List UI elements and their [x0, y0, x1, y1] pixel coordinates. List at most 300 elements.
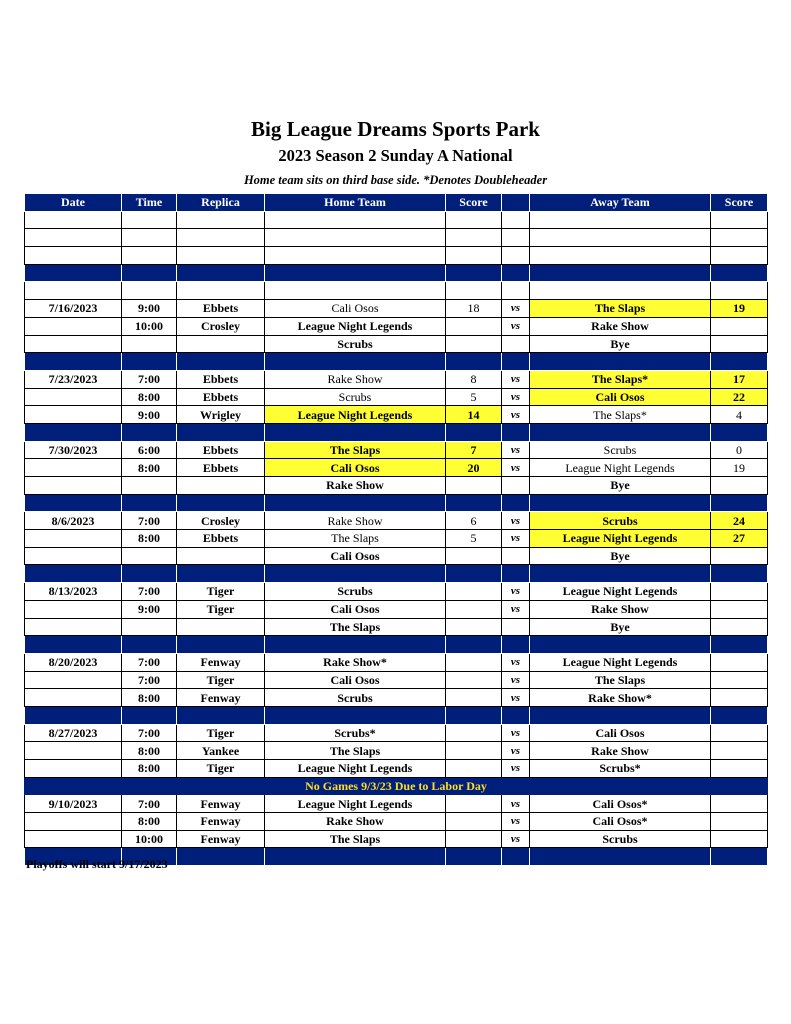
away-team-cell: Scrubs* [530, 760, 711, 778]
game-row [25, 724, 768, 742]
away-team-cell: Cali Osos* [530, 813, 711, 831]
separator-row [25, 636, 768, 654]
home-team-cell: Scrubs [265, 388, 446, 406]
game-row [25, 760, 768, 778]
empty-cell [177, 282, 265, 300]
game-row [25, 795, 768, 813]
replica-cell: Ebbets [177, 459, 265, 477]
home-team-cell: Cali Osos [265, 300, 446, 318]
home-score-cell [446, 689, 502, 707]
home-score-cell [446, 653, 502, 671]
time-cell: 7:00 [122, 370, 177, 388]
home-score-cell: 20 [446, 459, 502, 477]
date-cell [25, 530, 122, 548]
separator-cell [177, 636, 265, 654]
home-score-cell [446, 760, 502, 778]
replica-cell: Tiger [177, 600, 265, 618]
replica-cell: Tiger [177, 724, 265, 742]
separator-cell [122, 494, 177, 512]
empty-cell [265, 229, 446, 247]
away-team-cell: League Night Legends [530, 530, 711, 548]
away-team-cell: Cali Osos* [530, 795, 711, 813]
vs-cell: vs [502, 370, 530, 388]
date-cell: 7/30/2023 [25, 441, 122, 459]
away-score-cell: 19 [711, 300, 768, 318]
col-time: Time [122, 194, 177, 212]
away-team-cell: Cali Osos [530, 388, 711, 406]
away-score-cell [711, 477, 768, 495]
separator-cell [446, 423, 502, 441]
labor-day-banner-row [25, 777, 768, 795]
time-cell: 10:00 [122, 830, 177, 848]
away-score-cell: 22 [711, 388, 768, 406]
game-row [25, 830, 768, 848]
date-cell: 8/20/2023 [25, 653, 122, 671]
game-row [25, 477, 768, 495]
separator-cell [265, 706, 446, 724]
separator-cell [25, 264, 122, 282]
time-cell [122, 618, 177, 636]
date-cell [25, 459, 122, 477]
replica-cell: Tiger [177, 583, 265, 601]
separator-cell [446, 636, 502, 654]
empty-cell [122, 211, 177, 229]
away-score-cell [711, 813, 768, 831]
separator-cell [265, 423, 446, 441]
away-team-cell: Bye [530, 547, 711, 565]
vs-cell: vs [502, 671, 530, 689]
separator-cell [25, 636, 122, 654]
home-team-cell: Scrubs [265, 583, 446, 601]
away-team-cell: Bye [530, 618, 711, 636]
home-team-cell: Scrubs [265, 335, 446, 353]
date-cell: 8/13/2023 [25, 583, 122, 601]
separator-cell [122, 353, 177, 371]
away-score-cell [711, 830, 768, 848]
separator-cell [711, 706, 768, 724]
time-cell [122, 335, 177, 353]
time-cell: 7:00 [122, 724, 177, 742]
labor-day-banner: No Games 9/3/23 Due to Labor Day [25, 777, 768, 795]
empty-cell [177, 247, 265, 265]
time-cell: 9:00 [122, 300, 177, 318]
empty-cell [530, 247, 711, 265]
separator-cell [265, 636, 446, 654]
game-row [25, 441, 768, 459]
away-score-cell [711, 618, 768, 636]
date-cell: 8/6/2023 [25, 512, 122, 530]
empty-cell [25, 229, 122, 247]
away-team-cell: Cali Osos [530, 724, 711, 742]
date-cell [25, 742, 122, 760]
vs-cell: vs [502, 653, 530, 671]
game-row [25, 671, 768, 689]
vs-cell: vs [502, 600, 530, 618]
vs-cell: vs [502, 512, 530, 530]
separator-row [25, 706, 768, 724]
separator-cell [177, 353, 265, 371]
replica-cell: Fenway [177, 689, 265, 707]
vs-cell: vs [502, 689, 530, 707]
home-team-cell: Rake Show [265, 512, 446, 530]
home-team-cell: Cali Osos [265, 671, 446, 689]
vs-cell: vs [502, 406, 530, 424]
home-team-cell: League Night Legends [265, 317, 446, 335]
game-row [25, 742, 768, 760]
time-cell: 8:00 [122, 388, 177, 406]
separator-cell [530, 423, 711, 441]
blank-row [25, 229, 768, 247]
col-vs [502, 194, 530, 212]
separator-cell [711, 565, 768, 583]
empty-cell [711, 247, 768, 265]
separator-cell [530, 565, 711, 583]
page-subtitle: 2023 Season 2 Sunday A National [278, 146, 513, 165]
separator-cell [177, 494, 265, 512]
separator-cell [502, 353, 530, 371]
empty-cell [265, 247, 446, 265]
separator-cell [530, 636, 711, 654]
away-team-cell: Scrubs [530, 830, 711, 848]
separator-cell [446, 494, 502, 512]
empty-cell [177, 211, 265, 229]
time-cell: 8:00 [122, 459, 177, 477]
vs-cell: vs [502, 530, 530, 548]
game-row [25, 583, 768, 601]
time-cell: 8:00 [122, 689, 177, 707]
home-team-cell: Rake Show [265, 477, 446, 495]
separator-cell [122, 264, 177, 282]
game-row [25, 689, 768, 707]
separator-cell [530, 494, 711, 512]
away-team-cell: The Slaps [530, 300, 711, 318]
replica-cell: Crosley [177, 512, 265, 530]
empty-cell [446, 247, 502, 265]
away-team-cell: Rake Show [530, 600, 711, 618]
game-row [25, 459, 768, 477]
replica-cell: Yankee [177, 742, 265, 760]
date-cell [25, 388, 122, 406]
home-score-cell: 7 [446, 441, 502, 459]
date-cell: 8/27/2023 [25, 724, 122, 742]
time-cell: 9:00 [122, 406, 177, 424]
game-row [25, 530, 768, 548]
separator-cell [446, 706, 502, 724]
doubleheader-note: Home team sits on third base side. *Denotes Doubleheader [243, 173, 548, 187]
away-team-cell: Rake Show [530, 742, 711, 760]
empty-cell [530, 211, 711, 229]
vs-cell: vs [502, 813, 530, 831]
game-row [25, 335, 768, 353]
separator-cell [530, 353, 711, 371]
blank-row [25, 247, 768, 265]
separator-cell [122, 706, 177, 724]
empty-cell [502, 211, 530, 229]
date-cell: 7/16/2023 [25, 300, 122, 318]
separator-cell [25, 423, 122, 441]
empty-cell [502, 247, 530, 265]
replica-cell: Ebbets [177, 388, 265, 406]
home-score-cell: 5 [446, 530, 502, 548]
separator-cell [502, 706, 530, 724]
empty-cell [446, 211, 502, 229]
separator-cell [122, 636, 177, 654]
replica-cell: Crosley [177, 317, 265, 335]
away-team-cell: League Night Legends [530, 459, 711, 477]
home-score-cell [446, 724, 502, 742]
empty-cell [122, 282, 177, 300]
page-title: Big League Dreams Sports Park [251, 117, 540, 141]
vs-cell: vs [502, 724, 530, 742]
date-cell: 9/10/2023 [25, 795, 122, 813]
empty-cell [711, 211, 768, 229]
time-cell: 8:00 [122, 813, 177, 831]
separator-cell [122, 423, 177, 441]
home-team-cell: The Slaps [265, 742, 446, 760]
time-cell: 8:00 [122, 760, 177, 778]
playoffs-note: Playoffs will start 9/17/2023 [26, 857, 168, 871]
schedule-table [24, 193, 768, 866]
away-score-cell [711, 600, 768, 618]
away-score-cell [711, 724, 768, 742]
vs-cell: vs [502, 388, 530, 406]
away-team-cell: Rake Show [530, 317, 711, 335]
separator-cell [177, 264, 265, 282]
away-score-cell [711, 653, 768, 671]
separator-cell [25, 494, 122, 512]
separator-row [25, 565, 768, 583]
date-cell [25, 547, 122, 565]
vs-cell: vs [502, 441, 530, 459]
home-score-cell [446, 335, 502, 353]
time-cell [122, 477, 177, 495]
home-score-cell [446, 547, 502, 565]
empty-cell [446, 229, 502, 247]
col-away-score: Score [711, 194, 768, 212]
separator-cell [25, 353, 122, 371]
away-score-cell: 4 [711, 406, 768, 424]
empty-cell [502, 282, 530, 300]
away-score-cell [711, 335, 768, 353]
home-team-cell: League Night Legends [265, 795, 446, 813]
empty-cell [530, 282, 711, 300]
col-home-score: Score [446, 194, 502, 212]
away-score-cell: 0 [711, 441, 768, 459]
game-row [25, 300, 768, 318]
away-score-cell [711, 689, 768, 707]
replica-cell: Fenway [177, 830, 265, 848]
time-cell: 8:00 [122, 530, 177, 548]
replica-cell: Fenway [177, 813, 265, 831]
away-team-cell: League Night Legends [530, 653, 711, 671]
blank-row [25, 211, 768, 229]
date-cell [25, 830, 122, 848]
away-score-cell [711, 547, 768, 565]
game-row [25, 600, 768, 618]
time-cell: 9:00 [122, 600, 177, 618]
separator-cell [177, 423, 265, 441]
time-cell: 8:00 [122, 742, 177, 760]
away-score-cell [711, 742, 768, 760]
separator-row [25, 264, 768, 282]
home-team-cell: Cali Osos [265, 600, 446, 618]
separator-cell [711, 353, 768, 371]
separator-cell [502, 848, 530, 866]
separator-cell [502, 423, 530, 441]
date-cell [25, 689, 122, 707]
away-team-cell: Bye [530, 477, 711, 495]
game-row [25, 512, 768, 530]
game-row [25, 813, 768, 831]
vs-cell: vs [502, 459, 530, 477]
game-row [25, 317, 768, 335]
vs-cell: vs [502, 300, 530, 318]
home-team-cell: Rake Show [265, 370, 446, 388]
separator-cell [265, 848, 446, 866]
time-cell: 7:00 [122, 795, 177, 813]
away-score-cell: 19 [711, 459, 768, 477]
vs-cell: vs [502, 795, 530, 813]
header-row [25, 194, 768, 212]
vs-cell [502, 618, 530, 636]
separator-cell [446, 848, 502, 866]
separator-cell [711, 494, 768, 512]
time-cell: 7:00 [122, 583, 177, 601]
home-team-cell: Scrubs [265, 689, 446, 707]
replica-cell: Wrigley [177, 406, 265, 424]
home-score-cell [446, 671, 502, 689]
separator-cell [265, 264, 446, 282]
separator-cell [530, 706, 711, 724]
separator-cell [502, 565, 530, 583]
col-replica: Replica [177, 194, 265, 212]
replica-cell: Ebbets [177, 300, 265, 318]
replica-cell [177, 477, 265, 495]
separator-cell [530, 848, 711, 866]
separator-cell [711, 423, 768, 441]
away-team-cell: Scrubs [530, 512, 711, 530]
separator-cell [265, 353, 446, 371]
separator-cell [25, 565, 122, 583]
home-score-cell [446, 795, 502, 813]
away-team-cell: The Slaps* [530, 406, 711, 424]
empty-cell [25, 211, 122, 229]
separator-row [25, 353, 768, 371]
separator-cell [446, 353, 502, 371]
separator-cell [446, 264, 502, 282]
home-score-cell [446, 830, 502, 848]
home-team-cell: The Slaps [265, 441, 446, 459]
away-team-cell: Rake Show* [530, 689, 711, 707]
separator-row [25, 494, 768, 512]
replica-cell: Ebbets [177, 370, 265, 388]
separator-cell [711, 848, 768, 866]
date-cell [25, 618, 122, 636]
home-score-cell [446, 618, 502, 636]
separator-cell [446, 565, 502, 583]
home-team-cell: Scrubs* [265, 724, 446, 742]
separator-cell [122, 565, 177, 583]
replica-cell: Ebbets [177, 441, 265, 459]
home-team-cell: Rake Show* [265, 653, 446, 671]
away-score-cell: 27 [711, 530, 768, 548]
home-score-cell [446, 317, 502, 335]
date-cell [25, 760, 122, 778]
home-team-cell: The Slaps [265, 530, 446, 548]
col-date: Date [25, 194, 122, 212]
game-row [25, 547, 768, 565]
empty-cell [502, 229, 530, 247]
separator-cell [265, 565, 446, 583]
separator-cell [177, 706, 265, 724]
home-team-cell: The Slaps [265, 618, 446, 636]
col-home-team: Home Team [265, 194, 446, 212]
empty-cell [446, 282, 502, 300]
vs-cell [502, 547, 530, 565]
replica-cell [177, 618, 265, 636]
away-score-cell [711, 583, 768, 601]
game-row [25, 406, 768, 424]
home-team-cell: The Slaps [265, 830, 446, 848]
away-team-cell: The Slaps [530, 671, 711, 689]
replica-cell: Tiger [177, 760, 265, 778]
home-score-cell: 8 [446, 370, 502, 388]
empty-cell [711, 282, 768, 300]
vs-cell [502, 477, 530, 495]
separator-cell [502, 636, 530, 654]
date-cell [25, 335, 122, 353]
empty-cell [122, 229, 177, 247]
separator-cell [711, 636, 768, 654]
home-score-cell [446, 813, 502, 831]
blank-row [25, 282, 768, 300]
separator-cell [265, 494, 446, 512]
time-cell: 6:00 [122, 441, 177, 459]
home-score-cell: 14 [446, 406, 502, 424]
separator-cell [502, 494, 530, 512]
away-score-cell [711, 795, 768, 813]
vs-cell: vs [502, 760, 530, 778]
home-score-cell: 18 [446, 300, 502, 318]
separator-cell [530, 264, 711, 282]
home-score-cell [446, 600, 502, 618]
empty-cell [25, 247, 122, 265]
home-team-cell: Cali Osos [265, 459, 446, 477]
separator-cell [25, 706, 122, 724]
away-team-cell: Bye [530, 335, 711, 353]
replica-cell: Fenway [177, 795, 265, 813]
empty-cell [711, 229, 768, 247]
home-score-cell [446, 583, 502, 601]
game-row [25, 370, 768, 388]
separator-cell [177, 848, 265, 866]
time-cell: 7:00 [122, 671, 177, 689]
game-row [25, 618, 768, 636]
away-score-cell [711, 760, 768, 778]
date-cell [25, 477, 122, 495]
time-cell: 7:00 [122, 512, 177, 530]
away-team-cell: The Slaps* [530, 370, 711, 388]
empty-cell [25, 282, 122, 300]
home-score-cell: 6 [446, 512, 502, 530]
replica-cell: Fenway [177, 653, 265, 671]
date-cell [25, 317, 122, 335]
separator-row [25, 423, 768, 441]
time-cell [122, 547, 177, 565]
away-team-cell: Scrubs [530, 441, 711, 459]
home-team-cell: Rake Show [265, 813, 446, 831]
home-team-cell: Cali Osos [265, 547, 446, 565]
